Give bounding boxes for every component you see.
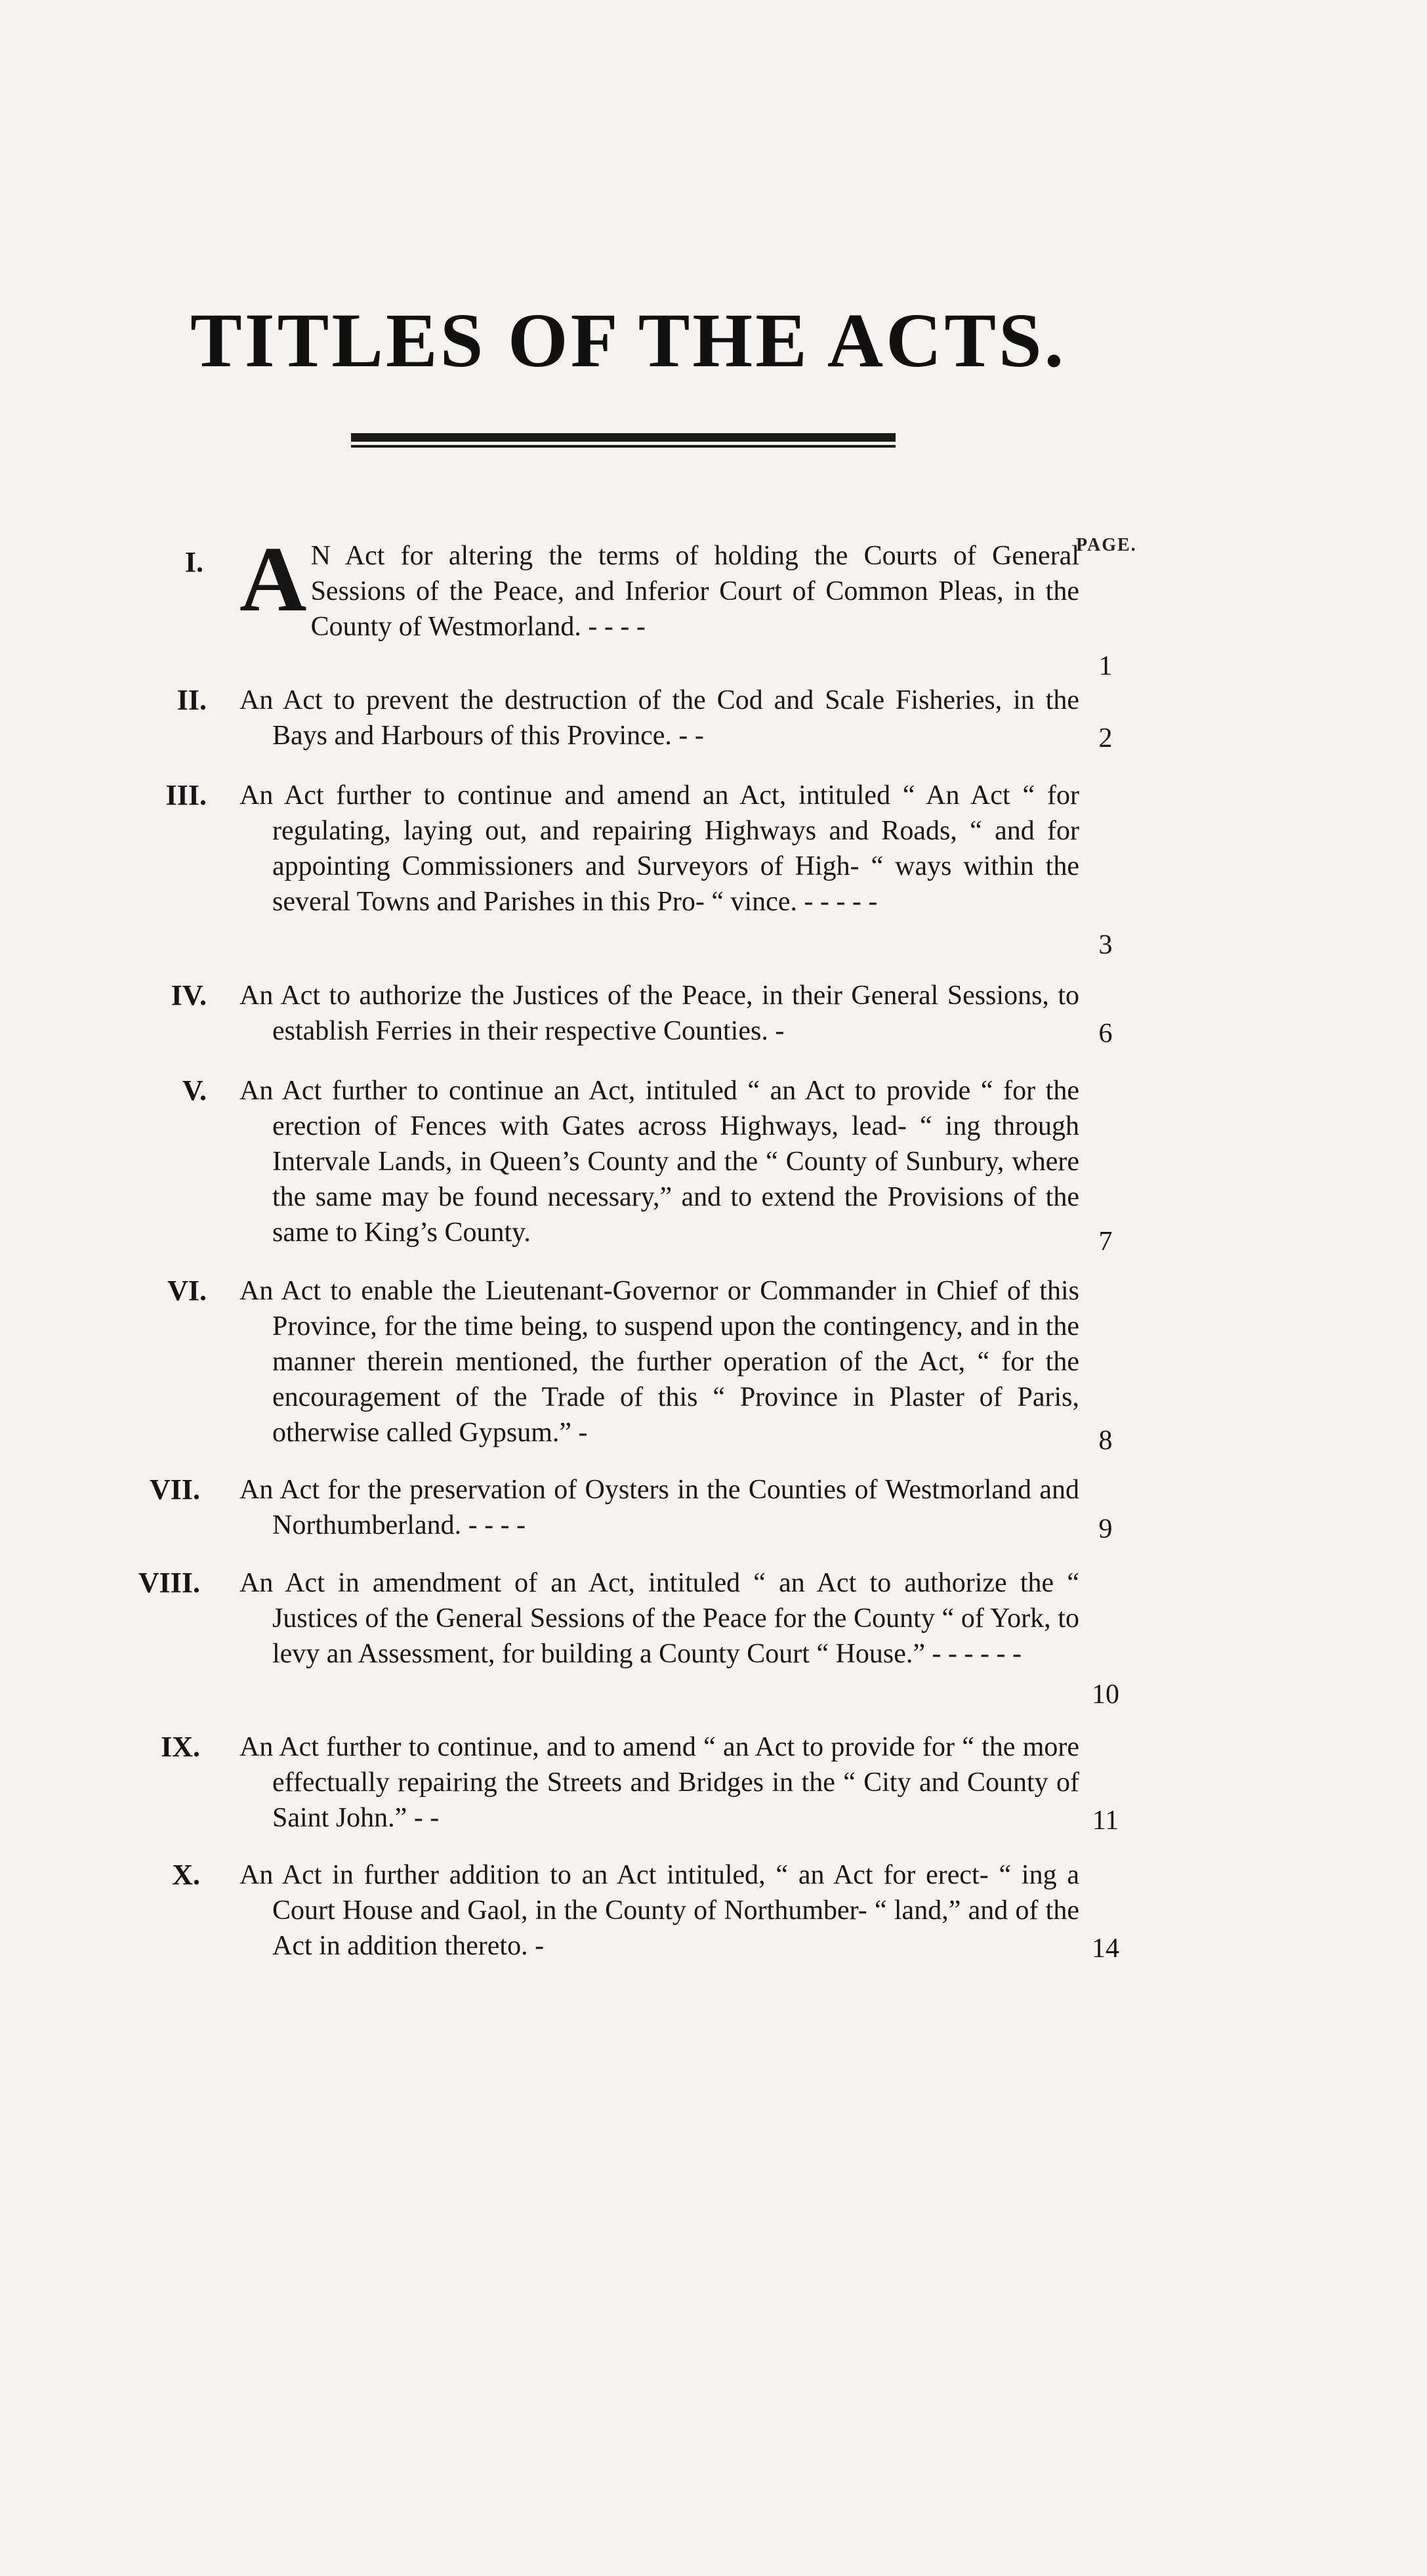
act-title — [239, 527, 1079, 644]
act-page-number: 3 — [1098, 930, 1113, 960]
act-numeral: VII. — [149, 1473, 200, 1506]
act-page-number: 14 — [1092, 1933, 1119, 1964]
act-numeral: I. — [184, 546, 203, 578]
act-page-number: 2 — [1098, 723, 1113, 753]
page-column-label: PAGE. — [1076, 535, 1137, 555]
title-double-rule — [351, 433, 896, 449]
act-title: An Act in amendment of an Act, intituled “ an Act to authorize the “ Justices of the General Sessions of the Peace for the County “ of York, to levy an Assessment, for building a County Court “ House.” - - - - - - — [239, 1568, 1079, 1669]
act-title: An Act further to continue, and to amend “ an Act to provide for “ the more effectually repairing the Streets and Bridges in the “ City and County of Saint John.” - - — [239, 1732, 1079, 1833]
act-title: An Act further to continue an Act, intituled “ an Act to provide “ for the erection of Fences with Gates across Highways, lead- “ ing through Intervale Lands, in Queen’s County and the “ County of Sunbury, where the same may be found necessary,” and to extend the Provisions of the same to King’s County. — [239, 1076, 1079, 1248]
act-title: An Act for the preservation of Oysters in the Counties of Westmorland and Northumberland. - - - - — [239, 1475, 1079, 1540]
act-page-number: 9 — [1098, 1514, 1113, 1544]
act-page-number: 6 — [1098, 1019, 1113, 1049]
act-numeral: VI. — [167, 1275, 207, 1307]
act-page-number: 10 — [1092, 1679, 1119, 1710]
act-page-number: 8 — [1098, 1425, 1113, 1456]
act-numeral: VIII. — [138, 1567, 200, 1599]
act-title-text: N Act for altering the terms of holding the Courts of General Sessions of the Peace, and Inferior Court of Common Pleas, in the County of Westmorland. - - - - — [310, 541, 1079, 642]
rule-thin-line — [351, 445, 896, 448]
act-page-number: 1 — [1098, 651, 1113, 681]
act-page-number: 11 — [1092, 1805, 1119, 1836]
act-title: An Act further to continue and amend an Act, intituled “ An Act “ for regulating, laying out, and repairing Highways and Roads, “ and for appointing Commissioners and Surveyors of High- “ ways within the several Towns and Parishes in this Pro- “ vince. - - - - - — [239, 780, 1079, 917]
act-numeral: V. — [182, 1074, 207, 1107]
act-title: An Act to enable the Lieutenant-Governor or Commander in Chief of this Province, for the time being, to suspend upon the contingency, and in the manner therein mentioned, the further operation of the Act, “ for the encouragement of the Trade of this “ Province in Plaster of Paris, otherwise called Gypsum.” - — [239, 1276, 1079, 1448]
act-numeral: II. — [176, 684, 207, 716]
rule-thick-line — [351, 433, 896, 442]
act-page-number: 7 — [1098, 1227, 1113, 1257]
page-title: TITLES OF THE ACTS. — [190, 297, 1067, 383]
act-numeral: III. — [165, 779, 207, 811]
act-title: An Act in further addition to an Act intituled, “ an Act for erect- “ ing a Court House and Gaol, in the County of Northumber- “ land,” and of the Act in addition thereto. - — [239, 1860, 1079, 1961]
act-numeral: IX. — [161, 1731, 200, 1763]
act-numeral: X. — [172, 1859, 200, 1891]
act-title: An Act to authorize the Justices of the Peace, in their General Sessions, to establish Ferries in their respective Counties. - — [239, 981, 1079, 1046]
drop-capital: A — [239, 527, 307, 631]
act-numeral: IV. — [171, 979, 207, 1011]
act-title: An Act to prevent the destruction of the Cod and Scale Fisheries, in the Bays and Harbours of this Province. - - — [239, 685, 1079, 751]
